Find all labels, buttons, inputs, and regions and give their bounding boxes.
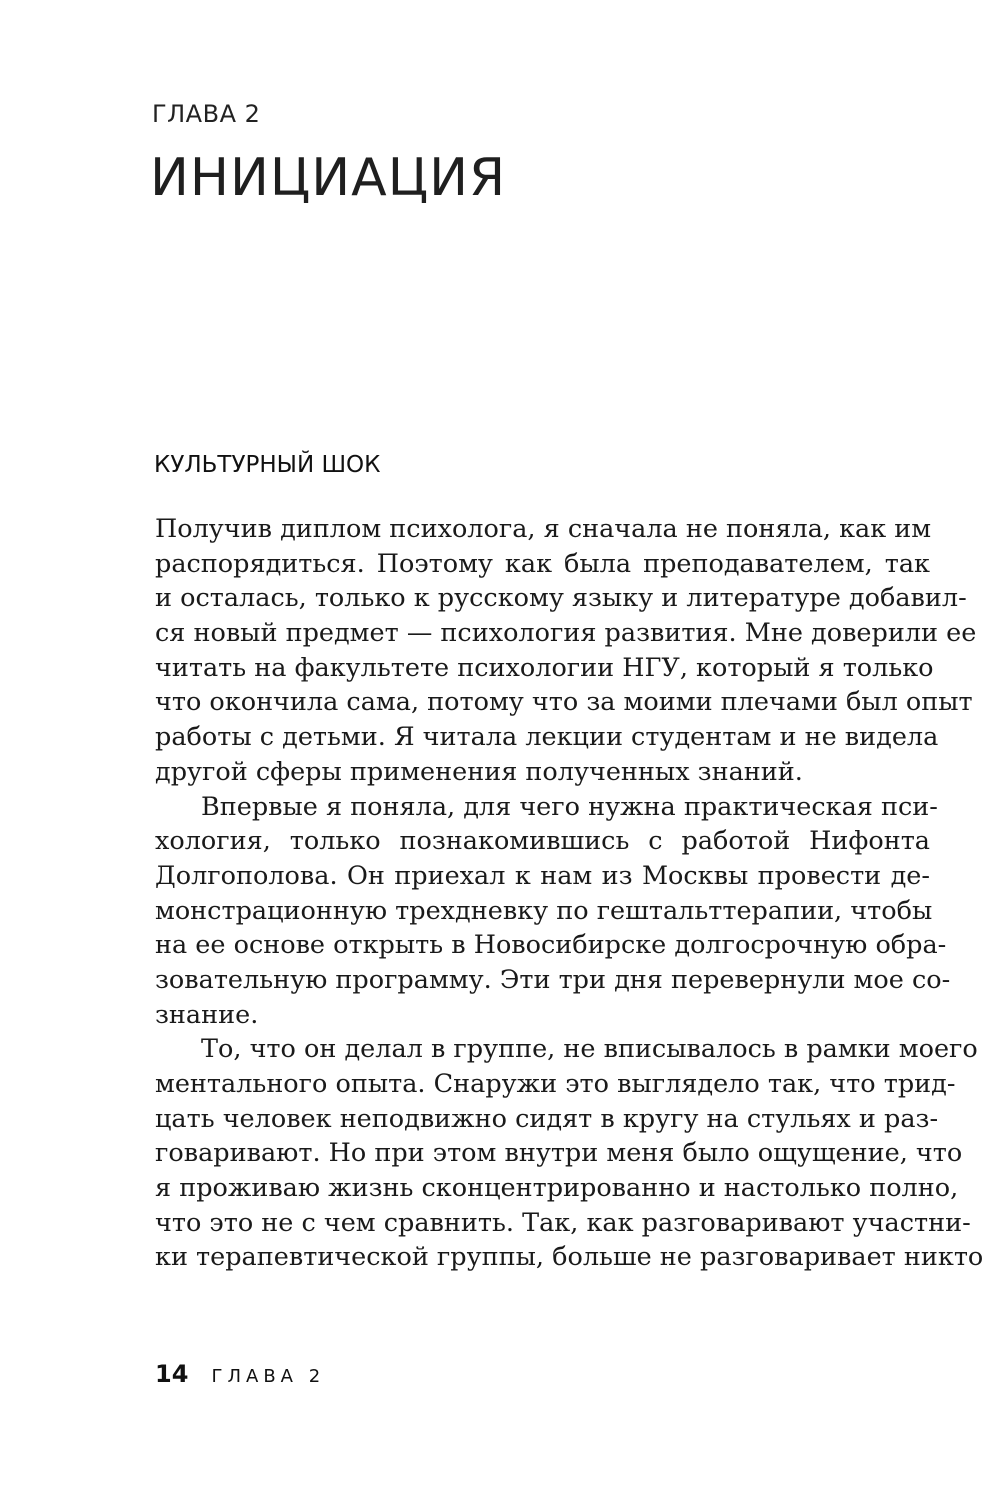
text-line: ки терапевтической группы, больше не разговаривает никто	[155, 1242, 984, 1273]
text-line: знание.	[155, 999, 259, 1030]
text-line: другой сферы применения полученных знаний.	[155, 756, 803, 787]
text-line: ментального опыта. Снаружи это выглядело так, что трид-	[155, 1069, 956, 1099]
text-line: зовательную программу. Эти три дня перевернули мое со-	[155, 964, 951, 995]
text-line: работы с детьми. Я читала лекции студентам и не видела	[155, 722, 939, 753]
running-head: ГЛАВА 2	[211, 1366, 326, 1387]
text-line: То, что он делал в группе, не вписывалось в рамки моего	[201, 1034, 978, 1065]
body-text	[155, 512, 984, 1275]
text-line: Впервые я поняла, для чего нужна практическая пси-	[201, 791, 938, 822]
chapter-label: ГЛАВА 2	[152, 100, 261, 128]
text-line: Получив диплом психолога, я сначала не поняла, как им	[155, 514, 932, 544]
text-line: что это не с чем сравнить. Так, как разговаривают участни-	[155, 1207, 971, 1238]
text-line: и осталась, только к русскому языку и литературе добавил-	[155, 583, 967, 614]
text-line: цать человек неподвижно сидят в кругу на стульях и раз-	[155, 1103, 939, 1134]
chapter-title: ИНИЦИАЦИЯ	[150, 148, 507, 208]
text-line: монстрационную трехдневку по гештальттерапии, чтобы	[155, 895, 933, 926]
text-line: что окончила сама, потому что за моими плечами был опыт	[155, 687, 973, 718]
page-footer	[155, 1360, 325, 1388]
text-line: я проживаю жизнь сконцентрированно и настолько полно,	[155, 1173, 959, 1204]
text-line: на ее основе открыть в Новосибирске долгосрочную обра-	[155, 930, 947, 961]
text-line: ся новый предмет — психология развития. Мне доверили ее	[155, 618, 977, 649]
text-line: Долгополова. Он приехал к нам из Москвы провести де-	[155, 860, 930, 891]
text-line: распорядиться. Поэтому как была преподавателем, так	[155, 548, 930, 579]
page-number: 14	[155, 1360, 189, 1388]
text-line: говаривают. Но при этом внутри меня было ощущение, что	[155, 1138, 963, 1169]
section-heading: КУЛЬТУРНЫЙ ШОК	[154, 452, 381, 478]
text-line: хология, только познакомившись с работой Нифонта	[155, 826, 930, 857]
text-line: читать на факультете психологии НГУ, который я только	[155, 652, 934, 683]
